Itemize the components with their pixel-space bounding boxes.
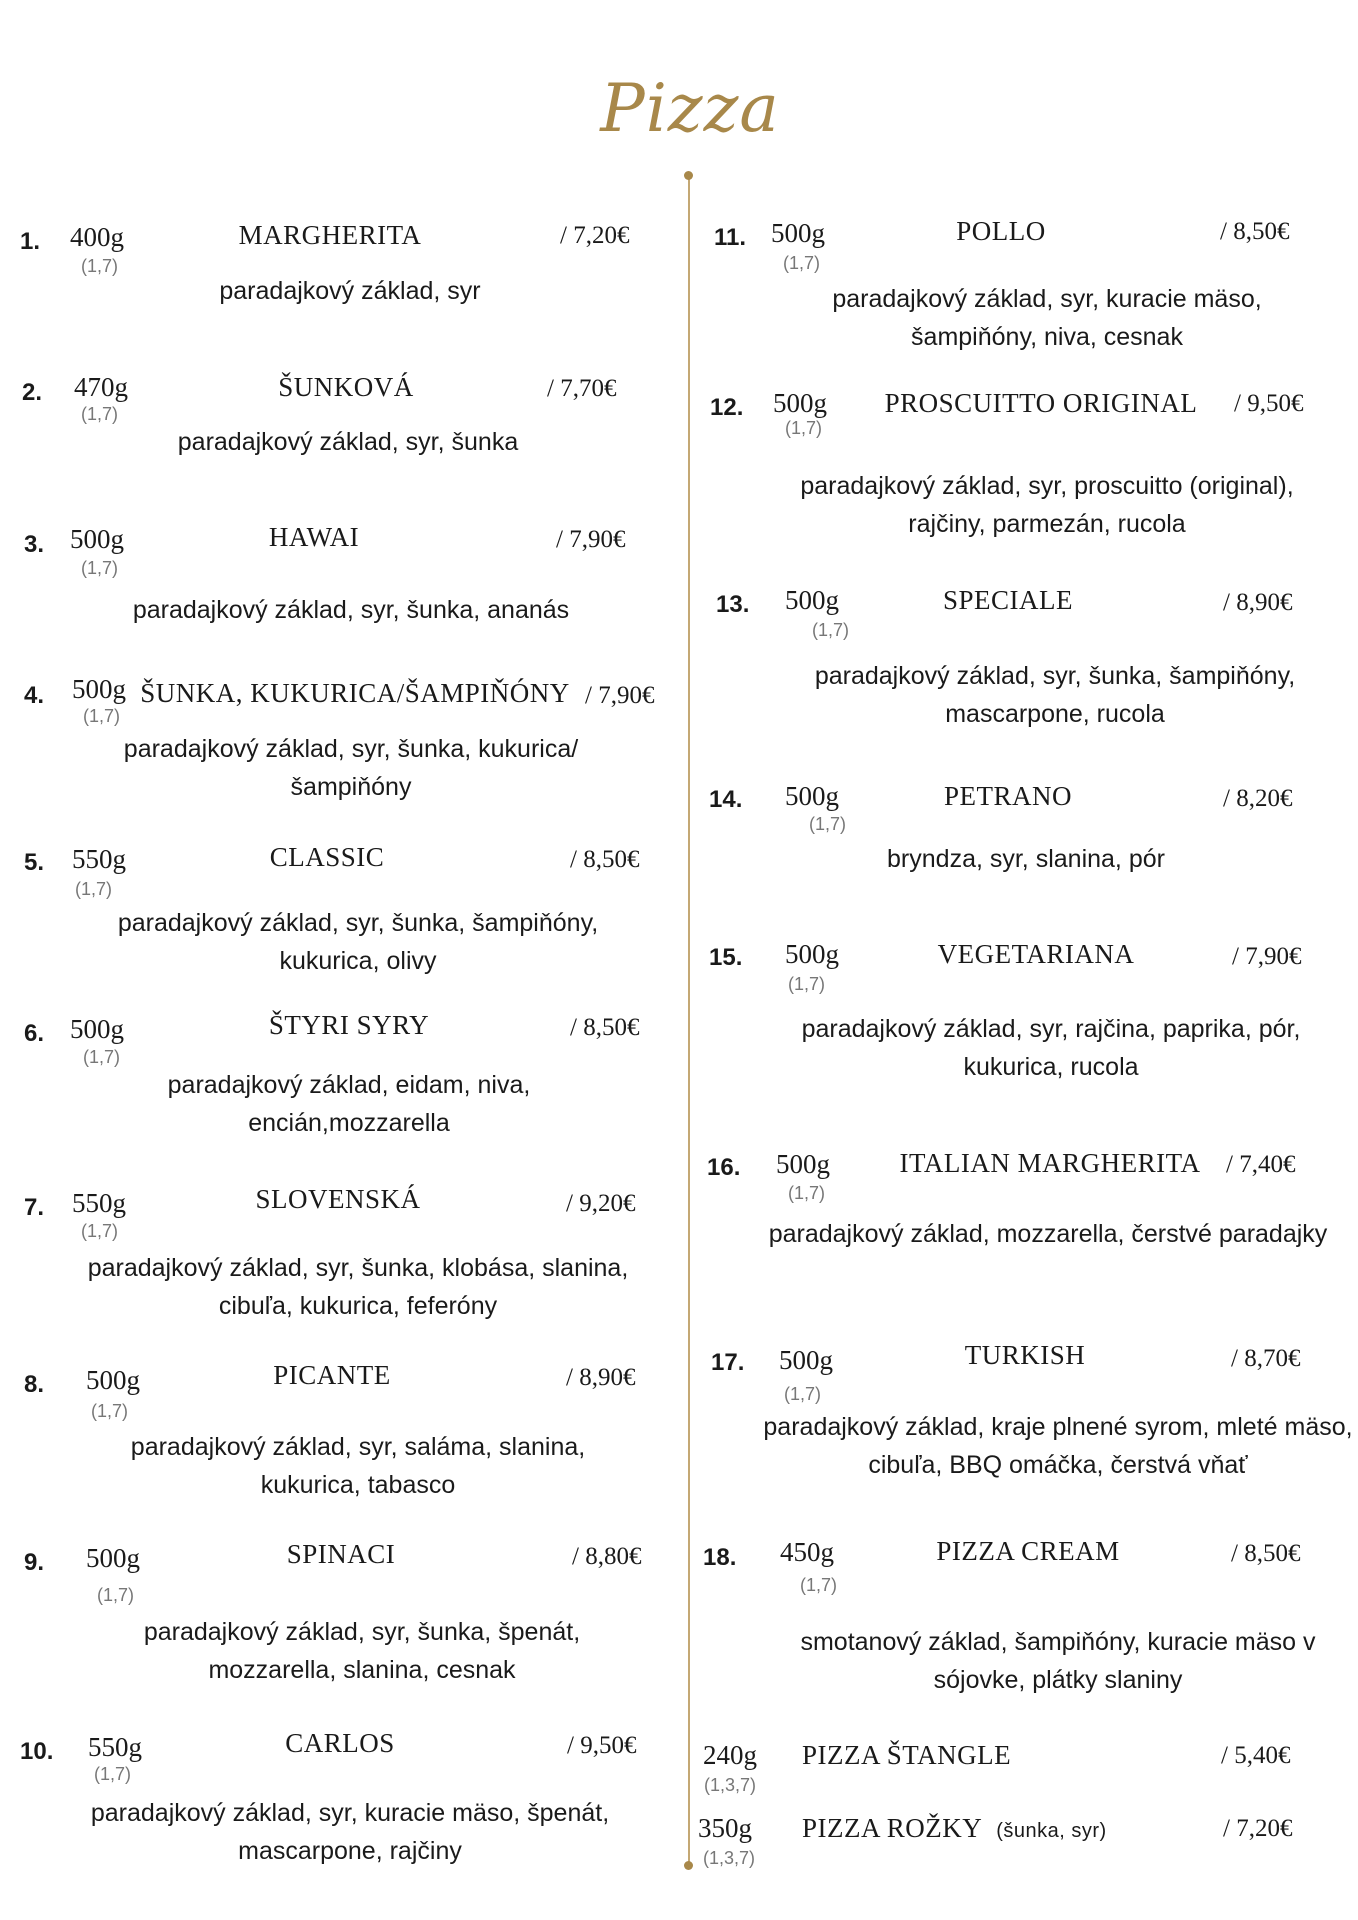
item-number: 10. [20,1738,54,1765]
page-title: Pizza [600,70,780,147]
item-price: / 8,50€ [570,1014,640,1041]
item-description: paradajkový základ, syr, saláma, slanina, kukurica, tabasco [130,1433,586,1499]
item-number: 8. [24,1371,45,1398]
item-description: paradajkový základ, kraje plnené syrom, mleté mäso, cibuľa, BBQ omáčka, čerstvá vňať [763,1413,1353,1479]
item-number: 7. [24,1194,45,1221]
item-allergens: (1,7) [97,1585,135,1605]
item-number: 5. [24,849,45,876]
item-description: paradajkový základ, syr, šunka, šampiňóny, mascarpone, rucola [814,662,1296,728]
item-price: / 8,80€ [572,1543,642,1570]
item-name: CLASSIC [269,842,385,872]
item-price: / 8,90€ [566,1364,636,1391]
item-allergens: (1,7) [800,1575,838,1595]
item-weight: 500g [785,781,839,811]
item-description: paradajkový základ, mozzarella, čerstvé paradajky [768,1220,1328,1248]
item-description: paradajkový základ, eidam, niva, encián,mozzarella [167,1071,531,1137]
item-name: ŠUNKOVÁ [278,372,414,402]
item-name: PIZZA CREAM [936,1536,1120,1566]
item-price: / 8,70€ [1231,1345,1301,1372]
item-price: / 9,20€ [566,1190,636,1217]
item-number: 11. [714,224,747,251]
item-weight: 550g [88,1732,142,1762]
item-number: 13. [716,591,750,618]
item-description: paradajkový základ, syr, šunka, špenát, mozzarella, slanina, cesnak [143,1618,581,1684]
item-description: paradajkový základ, syr, proscuitto (original), rajčiny, parmezán, rucola [800,472,1294,538]
item-weight: 500g [773,388,827,418]
item-weight: 500g [70,524,124,554]
item-price: / 7,40€ [1226,1151,1296,1178]
item-description: paradajkový základ, syr, rajčina, paprika, pór, kukurica, rucola [801,1015,1301,1081]
item-allergens: (1,7) [83,1047,121,1067]
item-weight: 550g [72,844,126,874]
item-name: PIZZA ŠTANGLE [802,1740,1012,1770]
item-name: ŠUNKA, KUKURICA/ŠAMPIŇÓNY [140,678,570,708]
item-price: / 8,50€ [570,846,640,873]
item-price: / 7,20€ [560,222,630,249]
item-note: (šunka, syr) [996,1820,1107,1842]
item-price: / 9,50€ [1234,390,1304,417]
item-name: POLLO [956,216,1046,246]
item-allergens: (1,7) [94,1764,132,1784]
item-weight: 500g [72,674,126,704]
item-weight: 500g [70,1014,124,1044]
item-price: / 5,40€ [1221,1742,1291,1769]
item-description: bryndza, syr, slanina, pór [887,845,1165,873]
item-weight: 470g [74,372,128,402]
item-price: / 9,50€ [567,1732,637,1759]
divider-dot-top-icon [684,171,693,180]
item-description: paradajkový základ, syr, šunka [177,428,519,456]
item-name: TURKISH [964,1340,1086,1370]
item-description: paradajkový základ, syr, kuracie mäso, špenát, mascarpone, rajčiny [90,1799,610,1865]
item-number: 1. [20,228,41,255]
item-number: 18. [703,1544,737,1571]
item-allergens: (1,3,7) [703,1848,756,1868]
item-price: / 7,70€ [547,375,617,402]
item-description: paradajkový základ, syr, šunka, ananás [132,596,570,624]
item-allergens: (1,7) [81,1221,119,1241]
item-number: 6. [24,1020,45,1047]
item-name: MARGHERITA [238,220,422,250]
item-name: SPINACI [286,1539,396,1569]
item-weight: 240g [703,1740,757,1770]
item-allergens: (1,7) [75,879,113,899]
item-price: / 8,50€ [1231,1540,1301,1567]
item-weight: 550g [72,1188,126,1218]
item-name: CARLOS [285,1728,395,1758]
item-name: PICANTE [273,1360,391,1390]
item-weight: 500g [86,1365,140,1395]
item-number: 12. [710,394,744,421]
item-name: PROSCUITTO ORIGINAL [884,388,1198,418]
column-divider [688,175,690,1865]
item-weight: 400g [70,222,124,252]
item-number: 2. [22,379,43,406]
item-allergens: (1,7) [81,256,119,276]
item-number: 9. [24,1549,45,1576]
item-weight: 500g [785,939,839,969]
item-allergens: (1,7) [785,418,823,438]
item-allergens: (1,7) [784,1384,822,1404]
item-description: smotanový základ, šampiňóny, kuracie mäso v sójovke, plátky slaniny [800,1628,1316,1694]
item-allergens: (1,7) [81,558,119,578]
item-name: HAWAI [268,522,360,552]
item-name: PETRANO [943,781,1073,811]
item-number: 3. [24,531,45,558]
item-allergens: (1,7) [812,620,850,640]
item-allergens: (1,7) [91,1401,129,1421]
item-allergens: (1,3,7) [704,1775,757,1795]
item-price: / 8,20€ [1223,785,1293,812]
item-name: ITALIAN MARGHERITA [899,1148,1201,1178]
item-weight: 500g [785,585,839,615]
item-allergens: (1,7) [788,974,826,994]
item-weight: 350g [698,1813,752,1843]
item-weight: 450g [780,1537,834,1567]
item-price: / 7,90€ [1232,943,1302,970]
item-price: / 7,20€ [1223,1815,1293,1842]
item-name: ŠTYRI SYRY [268,1010,430,1040]
item-allergens: (1,7) [83,706,121,726]
item-name: VEGETARIANA [937,939,1135,969]
item-weight: 500g [776,1149,830,1179]
item-weight: 500g [86,1543,140,1573]
item-number: 15. [709,944,743,971]
divider-dot-bottom-icon [684,1861,693,1870]
item-allergens: (1,7) [788,1183,826,1203]
item-allergens: (1,7) [783,253,821,273]
item-description: paradajkový základ, syr [219,277,481,305]
item-allergens: (1,7) [81,404,119,424]
item-number: 4. [24,682,45,709]
item-name: SLOVENSKÁ [255,1184,421,1214]
item-price: / 7,90€ [585,682,655,709]
item-description: paradajkový základ, syr, šunka, šampiňóny, kukurica, olivy [117,909,599,975]
item-name: SPECIALE [942,585,1074,615]
item-description: paradajkový základ, syr, šunka, kukurica/šampiňóny [123,735,579,801]
item-description: paradajkový základ, syr, kuracie mäso, šampiňóny, niva, cesnak [832,285,1262,351]
item-number: 14. [709,786,743,813]
item-price: / 8,90€ [1223,589,1293,616]
item-number: 16. [707,1154,741,1181]
item-description: paradajkový základ, syr, šunka, klobása, slanina, cibuľa, kukurica, feferóny [87,1254,629,1320]
item-allergens: (1,7) [809,814,847,834]
item-name: PIZZA ROŽKY (šunka, syr) [802,1813,1107,1843]
item-price: / 8,50€ [1220,218,1290,245]
item-number: 17. [711,1349,745,1376]
item-weight: 500g [779,1345,833,1375]
item-weight: 500g [771,218,825,248]
item-price: / 7,90€ [556,526,626,553]
